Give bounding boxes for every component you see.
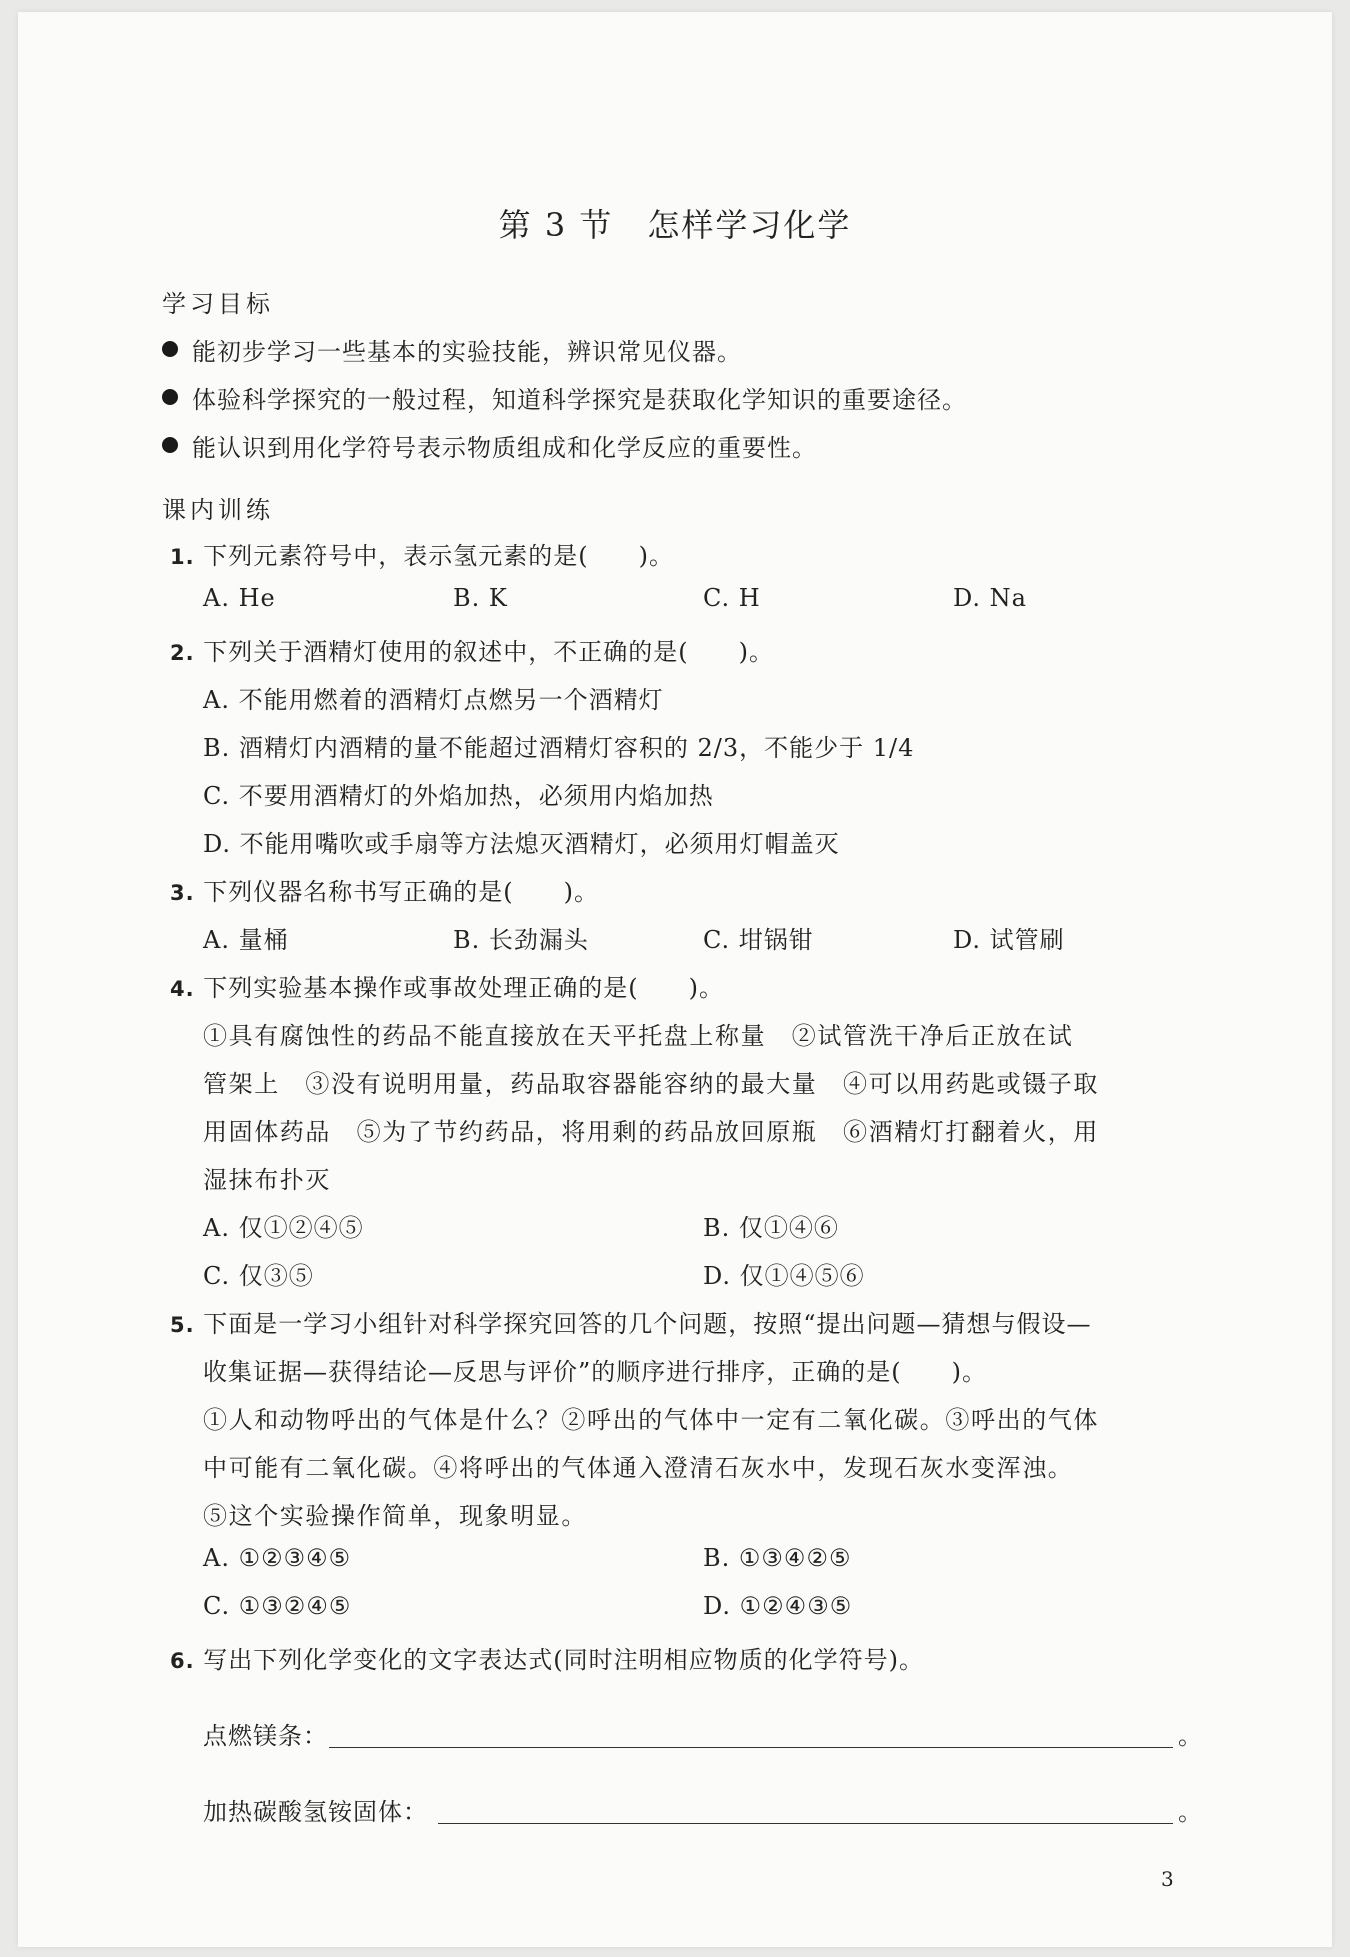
answer-blank[interactable] <box>438 1823 1173 1824</box>
option-b: B. 长劲漏头 <box>453 926 589 954</box>
question-number: 6. <box>170 1649 195 1673</box>
statement-line: ①人和动物呼出的气体是什么？②呼出的气体中一定有二氧化碳。③呼出的气体 <box>203 1406 1099 1434</box>
option-d: D. ①②④③⑤ <box>703 1592 853 1620</box>
option-a: A. ①②③④⑤ <box>203 1544 352 1572</box>
option-b: B. K <box>453 584 508 612</box>
goal-item: 能认识到用化学符号表示物质组成和化学反应的重要性。 <box>162 428 817 463</box>
goals-heading: 学习目标 <box>162 290 274 318</box>
blank-label: 加热碳酸氢铵固体： <box>203 1798 428 1826</box>
question-1 <box>170 536 674 571</box>
question-number: 1. <box>170 545 195 569</box>
option-c: C. 仅③⑤ <box>203 1262 314 1290</box>
question-stem: 下列关于酒精灯使用的叙述中，不正确的是( )。 <box>203 638 774 666</box>
question-stem: 下列元素符号中，表示氢元素的是( )。 <box>203 542 674 570</box>
question-number: 2. <box>170 641 195 665</box>
statement-line: ①具有腐蚀性的药品不能直接放在天平托盘上称量 ②试管洗干净后正放在试 <box>203 1022 1074 1050</box>
question-number: 5. <box>170 1313 195 1337</box>
option-d: D. 不能用嘴吹或手扇等方法熄灭酒精灯，必须用灯帽盖灭 <box>203 830 840 858</box>
question-stem: 下列仪器名称书写正确的是( )。 <box>203 878 599 906</box>
option-d: D. Na <box>953 584 1027 612</box>
option-c: C. H <box>703 584 761 612</box>
statement-line: 用固体药品 ⑤为了节约药品，将用剩的药品放回原瓶 ⑥酒精灯打翻着火，用 <box>203 1118 1099 1146</box>
statement-line: 管架上 ③没有说明用量，药品取容器能容纳的最大量 ④可以用药匙或镊子取 <box>203 1070 1099 1098</box>
option-c: C. ①③②④⑤ <box>203 1592 352 1620</box>
textbook-page <box>18 12 1332 1947</box>
question-stem-continued: 收集证据—获得结论—反思与评价”的顺序进行排序，正确的是( )。 <box>203 1358 987 1386</box>
question-2 <box>170 632 774 667</box>
blank-end: 。 <box>1178 1722 1203 1750</box>
option-b: B. 仅①④⑥ <box>703 1214 839 1242</box>
question-stem: 下面是一学习小组针对科学探究回答的几个问题，按照“提出问题—猜想与假设— <box>203 1310 1092 1338</box>
statement-line: 湿抹布扑灭 <box>203 1166 331 1194</box>
option-a: A. 仅①②④⑤ <box>203 1214 364 1242</box>
option-b: B. ①③④②⑤ <box>703 1544 852 1572</box>
option-c: C. 坩锅钳 <box>703 926 814 954</box>
goal-item: 体验科学探究的一般过程，知道科学探究是获取化学知识的重要途径。 <box>162 380 967 415</box>
option-a: A. He <box>203 584 276 612</box>
option-a: A. 不能用燃着的酒精灯点燃另一个酒精灯 <box>203 686 664 714</box>
page-title: 第 3 节 怎样学习化学 <box>498 206 852 244</box>
question-6 <box>170 1640 924 1675</box>
option-c: C. 不要用酒精灯的外焰加热，必须用内焰加热 <box>203 782 714 810</box>
question-stem: 写出下列化学变化的文字表达式(同时注明相应物质的化学符号)。 <box>203 1646 924 1674</box>
question-4 <box>170 968 724 1003</box>
statement-line: 中可能有二氧化碳。④将呼出的气体通入澄清石灰水中，发现石灰水变浑浊。 <box>203 1454 1074 1482</box>
blank-end: 。 <box>1178 1798 1203 1826</box>
practice-heading: 课内训练 <box>162 496 274 524</box>
question-stem: 下列实验基本操作或事故处理正确的是( )。 <box>203 974 724 1002</box>
question-5 <box>170 1304 1092 1339</box>
bullet-icon <box>162 437 178 453</box>
option-b: B. 酒精灯内酒精的量不能超过酒精灯容积的 2/3，不能少于 1/4 <box>203 734 915 762</box>
option-d: D. 仅①④⑤⑥ <box>703 1262 865 1290</box>
page-number: 3 <box>1161 1867 1174 1891</box>
option-d: D. 试管刷 <box>953 926 1065 954</box>
question-3 <box>170 872 599 907</box>
bullet-icon <box>162 389 178 405</box>
goal-item: 能初步学习一些基本的实验技能，辨识常见仪器。 <box>162 332 742 367</box>
statement-line: ⑤这个实验操作简单，现象明显。 <box>203 1502 587 1530</box>
answer-blank[interactable] <box>329 1747 1173 1748</box>
question-number: 3. <box>170 881 195 905</box>
bullet-icon <box>162 341 178 357</box>
blank-label: 点燃镁条： <box>203 1722 328 1750</box>
question-number: 4. <box>170 977 195 1001</box>
option-a: A. 量桶 <box>203 926 289 954</box>
